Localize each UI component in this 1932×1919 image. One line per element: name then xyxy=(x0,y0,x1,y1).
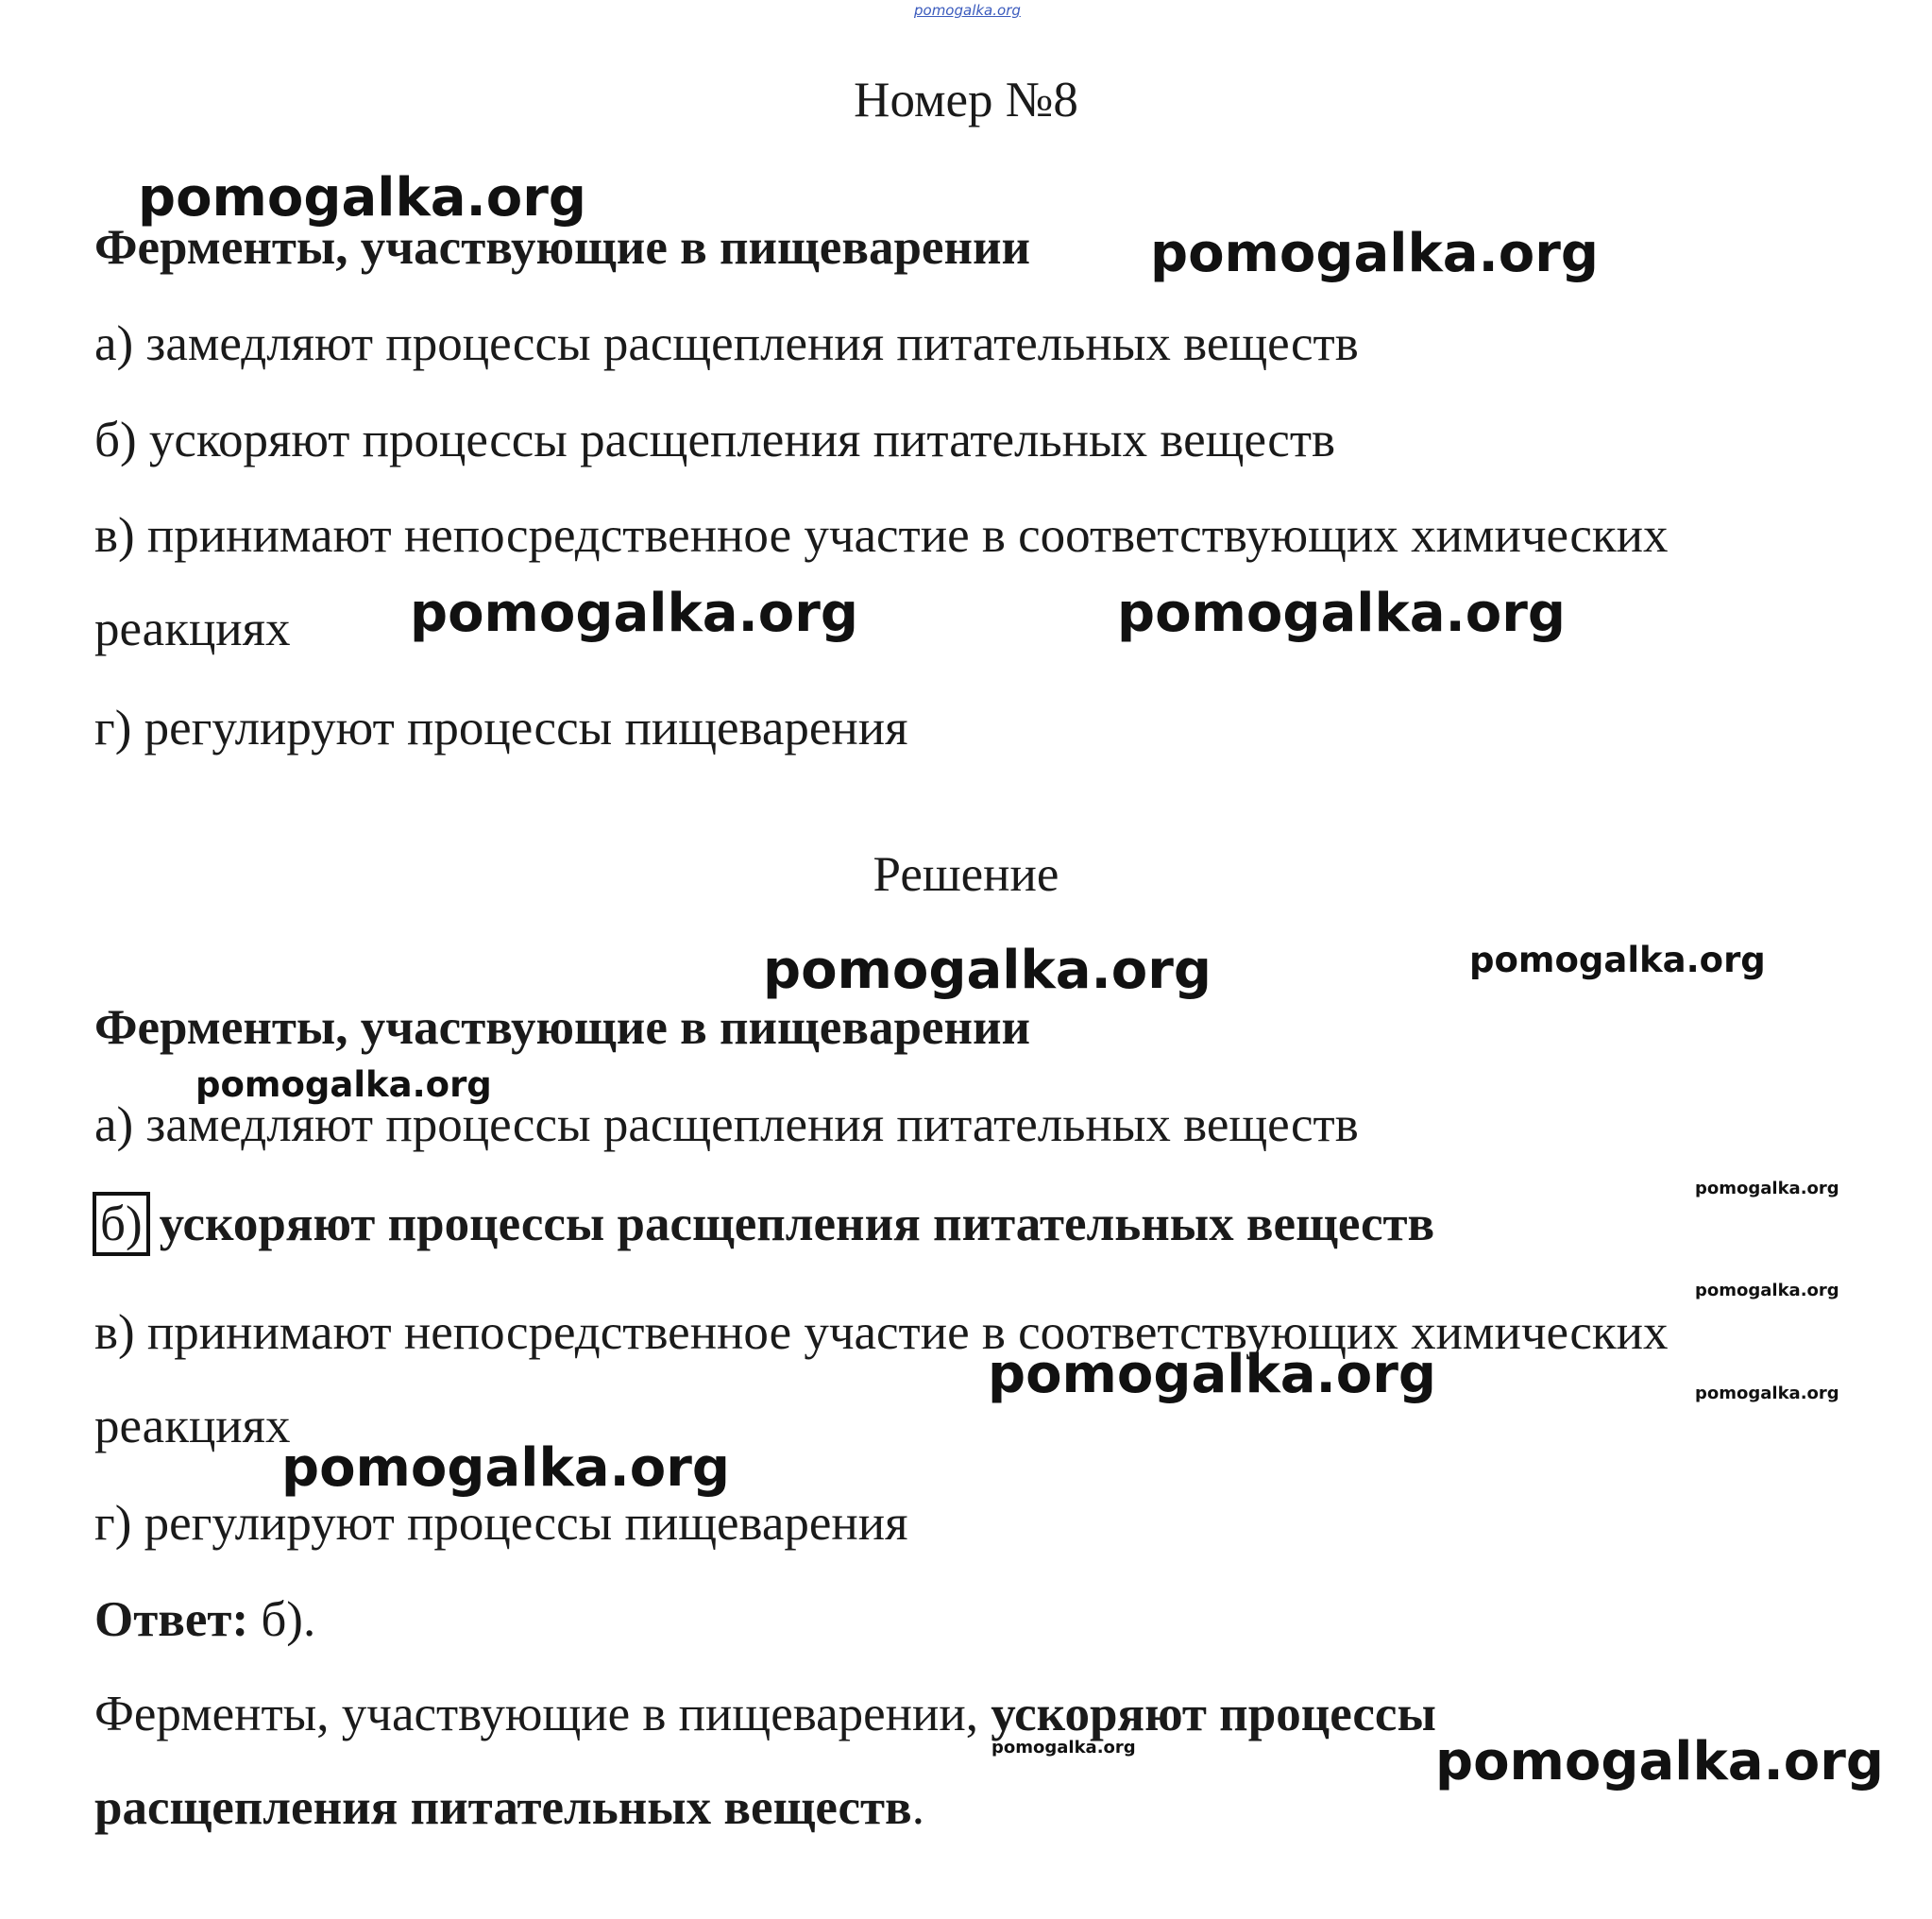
solution-option-c-line2: реакциях xyxy=(94,1399,291,1453)
solution-option-b xyxy=(93,1192,1434,1256)
explanation-bold2: расщепления питательных веществ xyxy=(94,1780,912,1835)
solution-option-c-line1: в) принимают непосредственное участие в соответствующих химических xyxy=(94,1305,1669,1360)
solution-heading: Ферменты, участвующие в пищеварении xyxy=(94,1000,1031,1055)
watermark[interactable]: pomogalka.org xyxy=(1469,940,1766,980)
watermark[interactable]: pomogalka.org xyxy=(1435,1731,1884,1792)
watermark[interactable]: pomogalka.org xyxy=(988,1344,1436,1405)
question-option-a: а) замедляют процессы расщепления питательных веществ xyxy=(94,316,1359,371)
explanation-plain: Ферменты, участвующие в пищеварении, xyxy=(94,1687,991,1741)
solution-option-b-text: ускоряют процессы расщепления питательных веществ xyxy=(159,1197,1435,1251)
solution-option-d: г) регулируют процессы пищеварения xyxy=(94,1496,908,1551)
answer-value: б). xyxy=(248,1592,316,1647)
question-heading: Ферменты, участвующие в пищеварении xyxy=(94,220,1031,275)
watermark[interactable]: pomogalka.org xyxy=(281,1437,730,1499)
question-option-c-line2: реакциях xyxy=(94,602,291,656)
solution-option-a: а) замедляют процессы расщепления питательных веществ xyxy=(94,1097,1359,1152)
answer-label: Ответ: xyxy=(94,1592,249,1647)
explanation-bold1: ускоряют процессы xyxy=(991,1687,1436,1741)
solution-title: Решение xyxy=(873,847,1059,902)
watermark-top[interactable]: pomogalka.org xyxy=(914,2,1021,19)
explanation-line1 xyxy=(94,1687,1436,1741)
correct-answer-box: б) xyxy=(93,1192,150,1256)
explanation-end: . xyxy=(911,1780,924,1835)
explanation-line2 xyxy=(94,1780,924,1835)
question-option-b: б) ускоряют процессы расщепления питательных веществ xyxy=(94,413,1336,467)
answer-line xyxy=(94,1592,316,1647)
watermark[interactable]: pomogalka.org xyxy=(1695,1179,1839,1198)
watermark[interactable]: pomogalka.org xyxy=(763,940,1212,1001)
question-option-c-line1: в) принимают непосредственное участие в соответствующих химических xyxy=(94,508,1669,563)
watermark[interactable]: pomogalka.org xyxy=(410,583,858,644)
watermark[interactable]: pomogalka.org xyxy=(195,1064,492,1105)
watermark[interactable]: pomogalka.org xyxy=(1150,223,1599,284)
watermark[interactable]: pomogalka.org xyxy=(1695,1384,1839,1403)
watermark[interactable]: pomogalka.org xyxy=(1117,583,1566,644)
question-option-d: г) регулируют процессы пищеварения xyxy=(94,701,908,756)
watermark[interactable]: pomogalka.org xyxy=(991,1738,1136,1758)
watermark[interactable]: pomogalka.org xyxy=(1695,1281,1839,1300)
page-title: Номер №8 xyxy=(854,73,1078,127)
watermark[interactable]: pomogalka.org xyxy=(138,167,586,229)
